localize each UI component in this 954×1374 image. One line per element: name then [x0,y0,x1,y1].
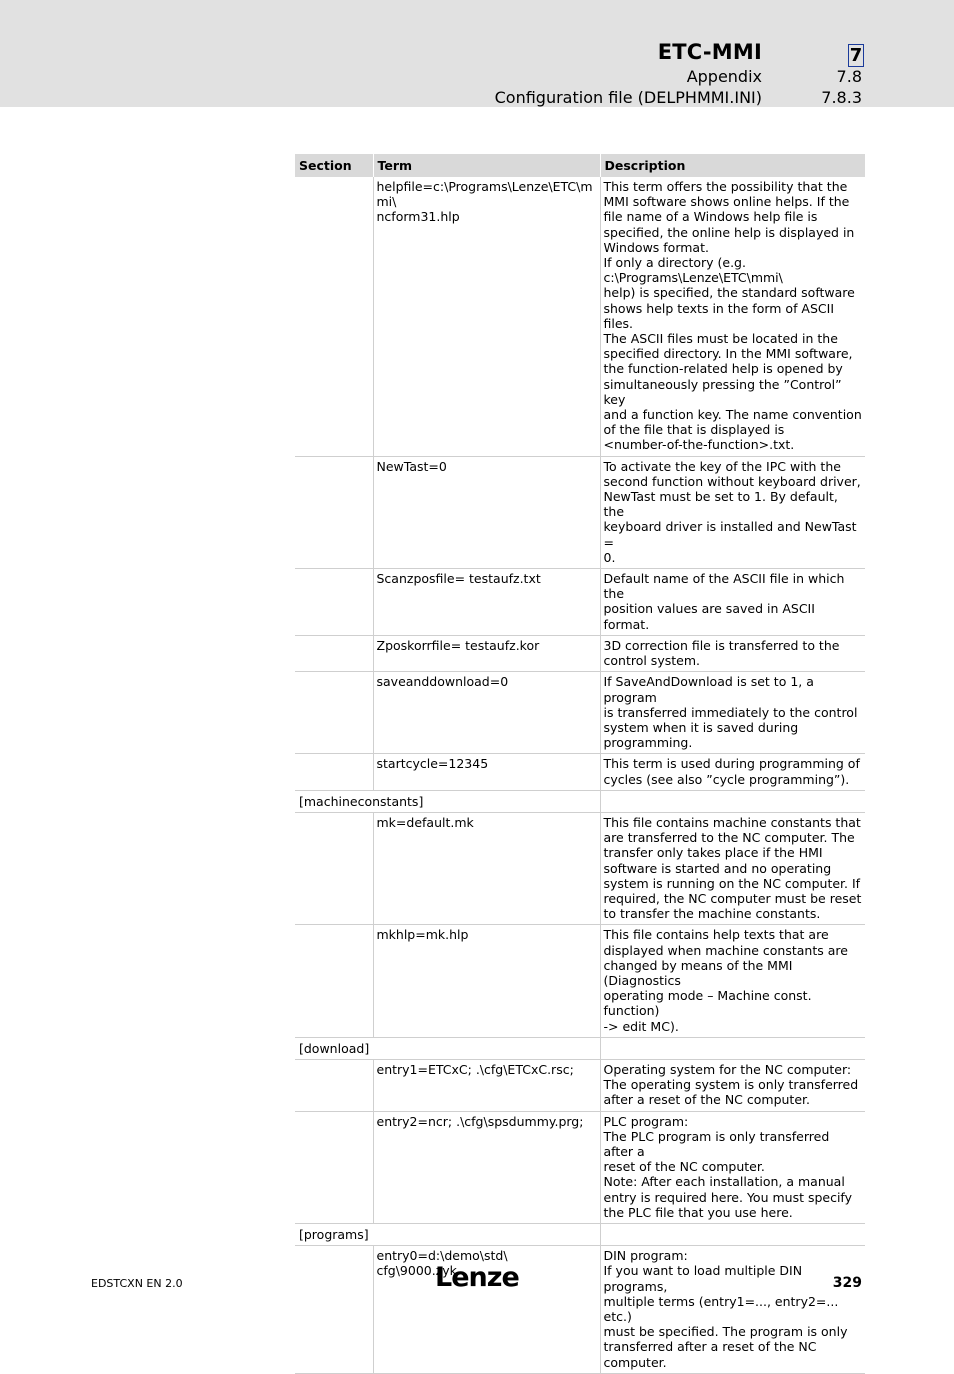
table-row [295,812,865,924]
config-table [295,154,866,1374]
section-cell [295,635,373,671]
section-name-cell: [programs] [295,1224,600,1246]
term-cell: Zposkorrfile= testaufz.kor [373,635,600,671]
term-cell: saveanddownload=0 [373,672,600,754]
table-row [295,1224,865,1246]
table-row [295,1111,865,1223]
section-cell [295,925,373,1037]
page-number: 329 [832,1275,862,1291]
table-header-row [295,154,865,177]
table-row [295,1059,865,1111]
section-label: Appendix [686,67,762,86]
section-name-cell: [download] [295,1037,600,1059]
section-cell [295,1059,373,1111]
table-row [295,790,865,812]
description-cell: This file contains machine constants that are transferred to the NC computer. The transfer only takes place if the HMI software is started and no operating system is running on the NC computer. If required, the NC computer must be reset to transfer the machine constants. [600,812,865,924]
column-header-section: Section [295,154,373,177]
description-cell: DIN program: If you want to load multiple DIN programs, multiple terms (entry1=..., entry2=... etc.) must be specified. The program is only transferred after a reset of the NC computer. [600,1246,865,1374]
page-title: ETC-MMI [657,40,762,64]
section-cell [295,569,373,636]
term-cell: NewTast=0 [373,456,600,568]
table-row [295,569,865,636]
table-row [295,1246,865,1374]
section-cell [295,1111,373,1223]
section-cell [295,1246,373,1374]
subsection-number: 7.8.3 [821,88,862,107]
table-row [295,754,865,790]
section-cell [295,456,373,568]
description-cell: To activate the key of the IPC with the second function without keyboard driver, NewTast must be set to 1. By default, the keyboard driver is installed and NewTast = 0. [600,456,865,568]
table-row [295,925,865,1037]
term-cell: startcycle=12345 [373,754,600,790]
section-cell [295,672,373,754]
table-row [295,177,865,456]
description-cell: This term is used during programming of cycles (see also ”cycle programming”). [600,754,865,790]
section-cell [295,177,373,456]
term-cell: Scanzposfile= testaufz.txt [373,569,600,636]
description-cell [600,790,865,812]
description-cell [600,1224,865,1246]
description-cell: PLC program: The PLC program is only transferred after a reset of the NC computer. Note: After each installation, a manual entry is required here. You must specify the PLC file that you use here. [600,1111,865,1223]
term-cell: entry0=d:\demo\std\ cfg\9000.zyk [373,1246,600,1374]
subsection-label: Configuration file (DELPHMMI.INI) [494,88,762,107]
section-cell [295,812,373,924]
table-row [295,456,865,568]
term-cell: mkhlp=mk.hlp [373,925,600,1037]
table-row [295,672,865,754]
column-header-term: Term [373,154,600,177]
table-body [295,177,865,1373]
description-cell [600,1037,865,1059]
description-cell: Operating system for the NC computer: The operating system is only transferred after a reset of the NC computer. [600,1059,865,1111]
section-cell [295,754,373,790]
table-row [295,1037,865,1059]
description-cell: Default name of the ASCII file in which the position values are saved in ASCII format. [600,569,865,636]
description-cell: This file contains help texts that are displayed when machine constants are changed by means of the MMI (Diagnostics operating mode – Machine const. function) -> edit MC). [600,925,865,1037]
term-cell: helpfile=c:\Programs\Lenze\ETC\m mi\ ncform31.hlp [373,177,600,456]
chapter-number-box[interactable]: 7 [849,45,863,66]
document-id: EDSTCXN EN 2.0 [91,1277,183,1290]
header-band [0,0,954,107]
section-name-cell: [machineconstants] [295,790,600,812]
section-number: 7.8 [836,67,862,86]
term-cell: mk=default.mk [373,812,600,924]
lenze-logo: Lenze [435,1262,519,1293]
table-row [295,635,865,671]
description-cell: If SaveAndDownload is set to 1, a program is transferred immediately to the control system when it is saved during programming. [600,672,865,754]
description-cell: 3D correction file is transferred to the control system. [600,635,865,671]
term-cell: entry1=ETCxC; .\cfg\ETCxC.rsc; [373,1059,600,1111]
term-cell: entry2=ncr; .\cfg\spsdummy.prg; [373,1111,600,1223]
description-cell: This term offers the possibility that the MMI software shows online helps. If the file name of a Windows help file is specified, the online help is displayed in Windows format. If only a directory (e.g. c:\Programs\Lenze\ETC\mmi\ help) is specified, the standard software shows help texts in the form of ASCII files. The ASCII files must be located in the specified directory. In the MMI software, the function-related help is opened by simultaneously pressing the ”Control” key and a function key. The name convention of the file that is displayed is <number-of-the-function>.txt. [600,177,865,456]
column-header-description: Description [600,154,865,177]
